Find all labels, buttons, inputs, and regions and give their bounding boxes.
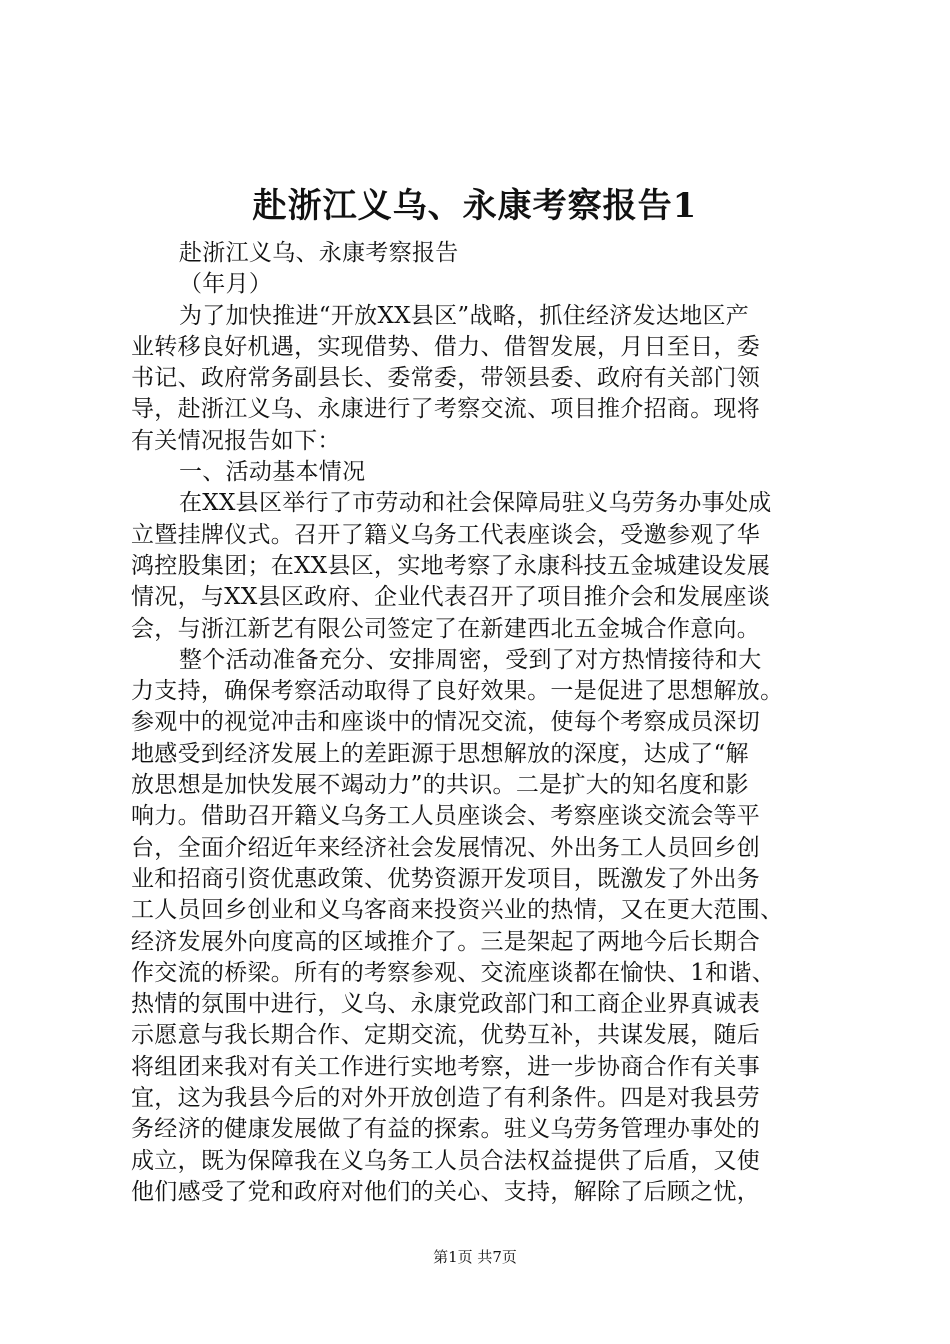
text-line: 导，赴浙江义乌、永康进行了考察交流、项目推介招商。现将 <box>131 396 761 423</box>
text-line: 有关情况报告如下： <box>131 427 341 454</box>
section-heading: 一、活动基本情况 <box>179 459 366 486</box>
text-line: 宜，这为我县今后的对外开放创造了有利条件。四是对我县劳 <box>131 1085 761 1112</box>
text-line: 业转移良好机遇，实现借势、借力、借智发展，月日至日，委 <box>131 333 761 360</box>
text-line: 示愿意与我长期合作、定期交流，优势互补，共谋发展，随后 <box>131 1022 761 1049</box>
page-number: 第1页 共7页 <box>433 1248 517 1266</box>
text-line: 工人员回乡创业和义乌客商来投资兴业的热情，又在更大范围、 <box>131 897 784 924</box>
text-line: 台，全面介绍近年来经济社会发展情况、外出务工人员回乡创 <box>131 834 761 861</box>
text-line: 成立，既为保障我在义乌务工人员合法权益提供了后盾，又使 <box>131 1147 761 1174</box>
text-line: 会，与浙江新艺有限公司签定了在新建西北五金城合作意向。 <box>131 615 761 642</box>
text-line: 务经济的健康发展做了有益的探索。驻义乌劳务管理办事处的 <box>131 1116 761 1143</box>
text-line: 业和招商引资优惠政策、优势资源开发项目，既激发了外出务 <box>131 865 761 892</box>
text-line: 力支持，确保考察活动取得了良好效果。一是促进了思想解放。 <box>131 678 784 705</box>
text-line: 书记、政府常务副县长、委常委，带领县委、政府有关部门领 <box>131 365 761 392</box>
text-line: 他们感受了党和政府对他们的关心、支持，解除了后顾之忧， <box>131 1178 761 1205</box>
text-line: 赴浙江义乌、永康考察报告 <box>179 240 459 266</box>
text-line: 将组团来我对有关工作进行实地考察，进一步协商合作有关事 <box>131 1053 761 1080</box>
text-line: 响力。借助召开籍义乌务工人员座谈会、考察座谈交流会等平 <box>131 803 761 830</box>
text-line: 经济发展外向度高的区域推介了。三是架起了两地今后长期合 <box>131 928 761 955</box>
text-line: 热情的氛围中进行，义乌、永康党政部门和工商企业界真诚表 <box>131 991 761 1018</box>
text-line: 鸿控股集团；在XX县区，实地考察了永康科技五金城建设发展 <box>131 552 771 579</box>
text-line: 整个活动准备充分、安排周密，受到了对方热情接待和大 <box>179 646 762 673</box>
text-line: 放思想是加快发展不竭动力”的共识。二是扩大的知名度和影 <box>131 772 749 799</box>
text-line: （年月） <box>179 271 273 298</box>
text-line: 为了加快推进“开放XX县区”战略，抓住经济发达地区产 <box>179 302 750 329</box>
document-body <box>131 238 851 1208</box>
text-line: 作交流的桥梁。所有的考察参观、交流座谈都在愉快、1和谐、 <box>131 959 776 986</box>
text-line: 参观中的视觉冲击和座谈中的情况交流，使每个考察成员深切 <box>131 709 761 736</box>
text-line: 情况，与XX县区政府、企业代表召开了项目推介会和发展座谈 <box>131 584 771 611</box>
text-line: 立暨挂牌仪式。召开了籍义乌务工代表座谈会，受邀参观了华 <box>131 521 761 548</box>
text-line: 在XX县区举行了市劳动和社会保障局驻义乌劳务办事处成 <box>179 490 772 517</box>
document-title: 赴浙江义乌、永康考察报告1 <box>252 186 698 226</box>
text-line: 地感受到经济发展上的差距源于思想解放的深度，达成了“解 <box>131 740 749 767</box>
